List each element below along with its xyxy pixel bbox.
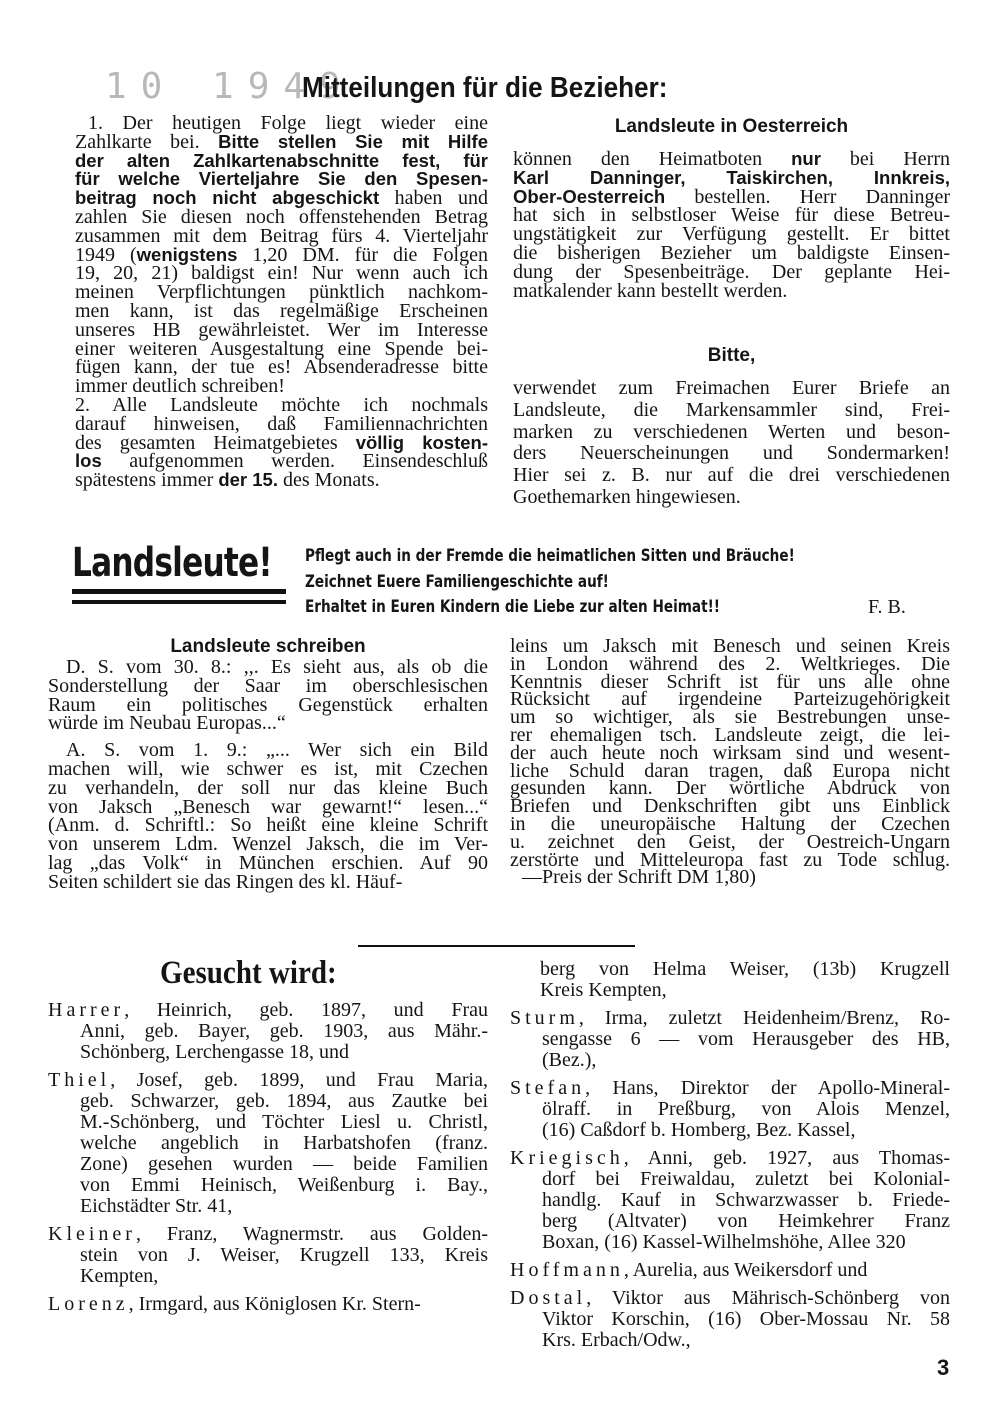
paragraph — [75, 393, 488, 492]
text-segment: der auch heute noch wirksam sind und wesent- — [510, 741, 950, 764]
text-segment: —Preis der Schrift DM 1,80) — [522, 866, 756, 889]
slogan: Erhaltet in Euren Kindern die Liebe zur alten Heimat!! — [305, 597, 720, 617]
spaced-name: Kleiner — [48, 1223, 136, 1245]
paragraph — [510, 1008, 950, 1071]
text-segment: , Viktor aus Mährisch-Schönberg von — [586, 1287, 950, 1309]
text-segment: zusammen mit dem Beitrag fürs 4. Vierteljahr — [75, 224, 488, 247]
bold-text: für welche Vierteljahre Sie den Spesen- — [75, 168, 488, 190]
heading-oesterreich: Landsleute in Oesterreich — [614, 116, 849, 137]
schreiben-column-2 — [510, 635, 950, 889]
text-line — [513, 422, 950, 444]
text-segment: hat sich in selbstloser Weise für diese Betreu- — [513, 204, 950, 227]
text-segment: zu verhandeln, der soll nur das kleine Buch — [48, 776, 488, 799]
text-segment: zahlen Sie diesen noch offenstehenden Betrag — [75, 205, 488, 228]
banner-bar — [72, 589, 286, 594]
text-line — [48, 1000, 488, 1021]
paragraph — [48, 1294, 488, 1315]
paragraph — [510, 635, 950, 889]
text-line — [48, 1091, 488, 1112]
text-segment: 1949 ( — [75, 243, 137, 266]
text-segment: , Irmgard, aus Königlosen Kr. Stern- — [128, 1293, 421, 1315]
slogan: Zeichnet Euere Familiengeschichte auf! — [305, 571, 609, 592]
text-line — [510, 1008, 950, 1029]
text-segment: verwendet zum Freimachen Eurer Briefe an — [513, 377, 950, 399]
text-segment: von unserem Ldm. Wenzel Jaksch, die im Ver- — [48, 833, 488, 856]
date-stamp: 10 1949 — [105, 66, 355, 107]
gesucht-column-2 — [510, 959, 950, 1358]
heading-gesucht-wird: Gesucht wird: — [160, 955, 337, 991]
text-line — [513, 378, 950, 400]
banner-title: Landsleute! — [72, 540, 272, 586]
text-segment: marken zu verschiedenen Werten und beson- — [513, 420, 950, 443]
paragraph — [75, 114, 488, 396]
spaced-name: Harrer — [48, 999, 125, 1021]
text-line — [48, 1133, 488, 1154]
paragraph — [510, 1148, 950, 1253]
text-segment: , Hans, Direktor der Apollo-Mineral- — [585, 1077, 950, 1099]
slogan: Pflegt auch in der Fremde die heimatlichen Sitten und Bräuche! — [305, 546, 795, 566]
text-line — [510, 1099, 950, 1120]
text-segment: 19, 20, 21) baldigst ein! Nur wenn auch ich — [75, 262, 488, 285]
paragraph — [513, 150, 950, 300]
text-line — [510, 1330, 950, 1351]
spaced-name: Stefan — [510, 1077, 586, 1099]
text-segment: Goethemarken hingewiesen. — [513, 485, 741, 508]
text-line — [510, 1260, 950, 1281]
text-segment: Hier sei z. B. nur auf die drei verschiedenen — [513, 464, 950, 487]
text-segment: (Bez.), — [542, 1049, 597, 1071]
bold-text: Ober-Oesterreich — [513, 185, 666, 207]
spaced-name: Lorenz — [48, 1293, 129, 1315]
text-segment: in London während des 2. Weltkrieges. Die — [510, 652, 950, 675]
spaced-name: Hoffmann — [510, 1259, 624, 1281]
text-segment: unseres HB gewährleistet. Wer im Interesse — [75, 318, 488, 341]
text-segment: , Franz, Wagnermstr. aus Golden- — [135, 1223, 488, 1245]
text-line — [510, 1078, 950, 1099]
text-line — [510, 1211, 950, 1232]
bold-text: Bitte stellen Sie mit Hilfe — [218, 130, 488, 152]
text-segment: Krs. Erbach/Odw., — [542, 1329, 691, 1351]
text-line — [510, 1029, 950, 1050]
text-segment: des gesamten Heimatgebietes — [75, 431, 356, 454]
text-segment: Zahlkarte bei. — [75, 130, 219, 153]
text-segment: , Irma, zuletzt Heidenheim/Brenz, Ro- — [578, 1007, 950, 1029]
text-line — [510, 959, 950, 980]
bold-text: nur — [791, 148, 821, 169]
text-line — [513, 487, 950, 509]
text-segment: geb. Schwarzer, geb. 1894, aus Zautke bei — [80, 1090, 488, 1112]
text-line — [48, 714, 488, 733]
text-segment: (16) Caßdorf b. Homberg, Bez. Kassel, — [542, 1119, 856, 1141]
text-segment: um so wichtiger, als sie Bestrebungen unse- — [510, 706, 950, 729]
text-segment: liche Schuld daran tragen, daß Europa nicht — [510, 759, 950, 782]
text-line — [48, 1196, 488, 1217]
spaced-name: Kriegisch — [510, 1147, 624, 1169]
text-segment: fügen kann, der tue es! Absenderadresse bitte — [75, 356, 488, 379]
text-segment: von Emmi Heinisch, Weißenburg i. Bay., — [80, 1174, 488, 1196]
text-segment: Raum ein politisches Gegenstück erhalten — [48, 693, 488, 716]
text-segment: darauf hinweisen, daß Familiennachrichten — [75, 412, 488, 435]
bold-text: der 15. — [218, 469, 278, 491]
text-segment: Landsleute, die Markensammler sind, Frei- — [513, 398, 950, 421]
bold-text: los — [75, 450, 102, 472]
text-segment: lag „das Volk“ in München erschien. Auf 90 — [48, 851, 488, 874]
text-line — [510, 1232, 950, 1253]
text-segment: , Josef, geb. 1899, und Frau Maria, — [110, 1069, 488, 1091]
text-line — [48, 1294, 488, 1315]
oesterreich-text — [513, 150, 950, 300]
text-line — [510, 1309, 950, 1330]
heading-landsleute-schreiben: Landsleute schreiben — [170, 636, 366, 657]
text-segment: Kreis Kempten, — [540, 979, 667, 1001]
text-line — [48, 1175, 488, 1196]
text-line — [513, 443, 950, 465]
text-segment: , Anni, geb. 1927, aus Thomas- — [623, 1147, 950, 1169]
text-segment: Eichstädter Str. 41, — [80, 1195, 233, 1217]
text-line — [510, 866, 950, 889]
heading-bitte: Bitte, — [707, 345, 756, 366]
paragraph — [48, 741, 488, 891]
masthead-title: Mitteilungen für die Bezieher: — [302, 72, 668, 104]
text-segment: matkalender kann bestellt werden. — [513, 279, 788, 302]
text-line — [510, 1169, 950, 1190]
text-segment: in die uneuropäische Haltung der Czechen — [510, 812, 950, 835]
bold-text: der alten Zahlkartenabschnitte fest, für — [75, 149, 488, 171]
text-line — [48, 870, 488, 893]
bold-text: wenigstens — [136, 243, 238, 265]
text-line — [513, 400, 950, 422]
text-segment: meinen Verpflichtungen pünktlich nachkom- — [75, 281, 488, 304]
text-line — [48, 1154, 488, 1175]
text-segment: Sonderstellung der Saar im oberschlesischen — [48, 674, 488, 697]
text-segment: sengasse 6 — vom Herausgeber des HB, — [542, 1028, 950, 1050]
text-segment: (Anm. d. Schriftl.: So heißt eine kleine Schrift — [48, 814, 488, 837]
text-segment: die bisherigen Bezieher um baldigste Einsen- — [513, 241, 950, 264]
text-segment: von Jaksch „Benesch war gewarnt!“ lesen...“ — [48, 795, 488, 818]
mitteilungen-column-1 — [75, 114, 488, 490]
banner-bar — [72, 600, 286, 604]
bold-text: Karl Danninger, Taiskirchen, Innkreis, — [513, 166, 950, 188]
text-segment: Seiten schildert sie das Ringen des kl. Häuf- — [48, 870, 403, 893]
text-segment: welche angeblich in Harbatshofen (franz. — [80, 1132, 488, 1154]
text-segment: immer deutlich schreiben! — [75, 375, 285, 398]
paragraph — [510, 959, 950, 1001]
text-segment: 1. Der heutigen Folge liegt wieder eine — [88, 112, 488, 134]
text-segment: Kenntnis dieser Schrift ist für uns alle ohne — [510, 670, 950, 693]
text-line — [48, 1224, 488, 1245]
text-segment: , Aurelia, aus Weikersdorf und — [623, 1259, 868, 1281]
signature: F. B. — [868, 596, 906, 618]
text-line — [510, 1120, 950, 1141]
text-segment: würde im Neubau Europas...“ — [48, 712, 286, 735]
text-segment: bei Herrn — [820, 148, 950, 170]
text-segment: leins um Jaksch mit Benesch und seinen Kreis — [510, 635, 950, 657]
text-segment: Schönberg, Lerchengasse 18, und — [80, 1041, 350, 1063]
text-segment: können den Heimatboten — [513, 148, 792, 170]
text-segment: D. S. vom 30. 8.: ,,. Es sieht aus, als ob die — [66, 656, 488, 678]
bold-text: beitrag noch nicht abgeschickt — [75, 187, 380, 209]
text-segment: Zone) gesehen wurden — beide Familien — [80, 1153, 488, 1175]
paragraph — [513, 378, 950, 509]
text-segment: zerstörte und Mitteleuropa fast zu Tode schlug. — [510, 848, 950, 871]
text-segment: A. S. vom 1. 9.: „... Wer sich ein Bild — [66, 739, 488, 762]
text-segment: Rücksicht auf irgendeine Parteizugehörigkeit — [510, 688, 950, 711]
text-segment: dorf bei Freiwaldau, zuletzt bei Kolonial- — [542, 1168, 950, 1190]
text-segment: gesunden kann. Der wörtliche Abdruck von — [510, 777, 950, 800]
text-line — [75, 471, 488, 490]
paragraph — [510, 1078, 950, 1141]
text-segment: ölraff. in Preßburg, von Alois Menzel, — [542, 1098, 950, 1120]
text-segment: Briefen und Denkschriften gibt uns Einblick — [510, 795, 950, 818]
spaced-name: Sturm — [510, 1007, 579, 1029]
text-segment: des Monats. — [277, 469, 380, 492]
text-segment: spätestens immer — [75, 469, 219, 492]
page-number: 3 — [937, 1355, 950, 1380]
text-segment: berg von Helma Weiser, (13b) Krugzell — [540, 958, 950, 980]
text-segment: rer ehemaligen tsch. Landsleute zeigt, die lei- — [510, 723, 950, 746]
text-line — [510, 1050, 950, 1071]
paragraph — [510, 1260, 950, 1281]
text-line — [510, 980, 950, 1001]
text-line — [510, 1190, 950, 1211]
text-segment: 1,20 DM. für die Folgen — [237, 243, 488, 266]
text-segment: 2. Alle Landsleute möchte ich nochmals — [75, 393, 488, 416]
paragraph — [48, 1070, 488, 1217]
text-line — [513, 279, 950, 302]
text-segment: berg (Altvater) von Heimkehrer Franz — [542, 1210, 950, 1232]
bold-text: völlig kosten- — [355, 431, 488, 453]
text-segment: stein von J. Weiser, Krugzell 133, Kreis — [80, 1244, 488, 1266]
schreiben-column-1 — [48, 658, 488, 900]
spaced-name: Dostal — [510, 1287, 587, 1309]
text-segment: Anni, geb. Bayer, geb. 1903, aus Mähr.- — [80, 1020, 488, 1042]
text-line — [48, 1245, 488, 1266]
text-segment: ungstätigkeit zur Verfügung gestellt. Er bittet — [513, 223, 950, 246]
text-line — [510, 1148, 950, 1169]
text-segment: Viktor Korschin, (16) Ober-Mossau Nr. 58 — [542, 1308, 950, 1330]
text-line — [48, 1266, 488, 1287]
text-segment: men kann, ist das regelmäßige Erscheinen — [75, 299, 488, 322]
text-segment: u. zeichnet den Geist, der Oestreich-Ungarn — [510, 830, 950, 853]
text-segment: Boxan, (16) Kassel-Wilhelmshöhe, Allee 320 — [542, 1231, 906, 1253]
text-segment: aufgenommen werden. Einsendeschluß — [101, 450, 488, 473]
paragraph — [48, 1224, 488, 1287]
text-line — [48, 1112, 488, 1133]
text-segment: einer weiteren Ausgestaltung eine Spende bei- — [75, 337, 488, 360]
text-segment: handlg. Kauf in Schwarzwasser b. Friede- — [542, 1189, 950, 1211]
paragraph — [510, 1288, 950, 1351]
text-line — [48, 1021, 488, 1042]
text-segment: Kempten, — [80, 1265, 159, 1287]
paragraph — [48, 1000, 488, 1063]
text-line — [48, 1042, 488, 1063]
text-segment: ders Neuerscheinungen und Sondermarken! — [513, 442, 950, 465]
text-segment: machen will, wie schwer es ist, mit Czechen — [48, 757, 488, 780]
text-segment: M.-Schönberg, und Töchter Liesl u. Christl, — [80, 1111, 488, 1133]
text-segment: dung der Spesenbeiträge. Der geplante Hei- — [513, 260, 950, 283]
bitte-text — [513, 378, 950, 509]
text-segment: , Heinrich, geb. 1897, und Frau — [124, 999, 488, 1021]
text-segment: haben und — [379, 187, 488, 210]
text-segment: bestellen. Herr Danninger — [665, 185, 950, 208]
paragraph — [48, 658, 488, 733]
text-line — [48, 1070, 488, 1091]
banner-slogans — [305, 544, 795, 621]
divider — [358, 945, 635, 947]
text-line — [510, 1288, 950, 1309]
gesucht-column-1 — [48, 1000, 488, 1322]
text-line — [513, 465, 950, 487]
spaced-name: Thiel — [48, 1069, 111, 1091]
